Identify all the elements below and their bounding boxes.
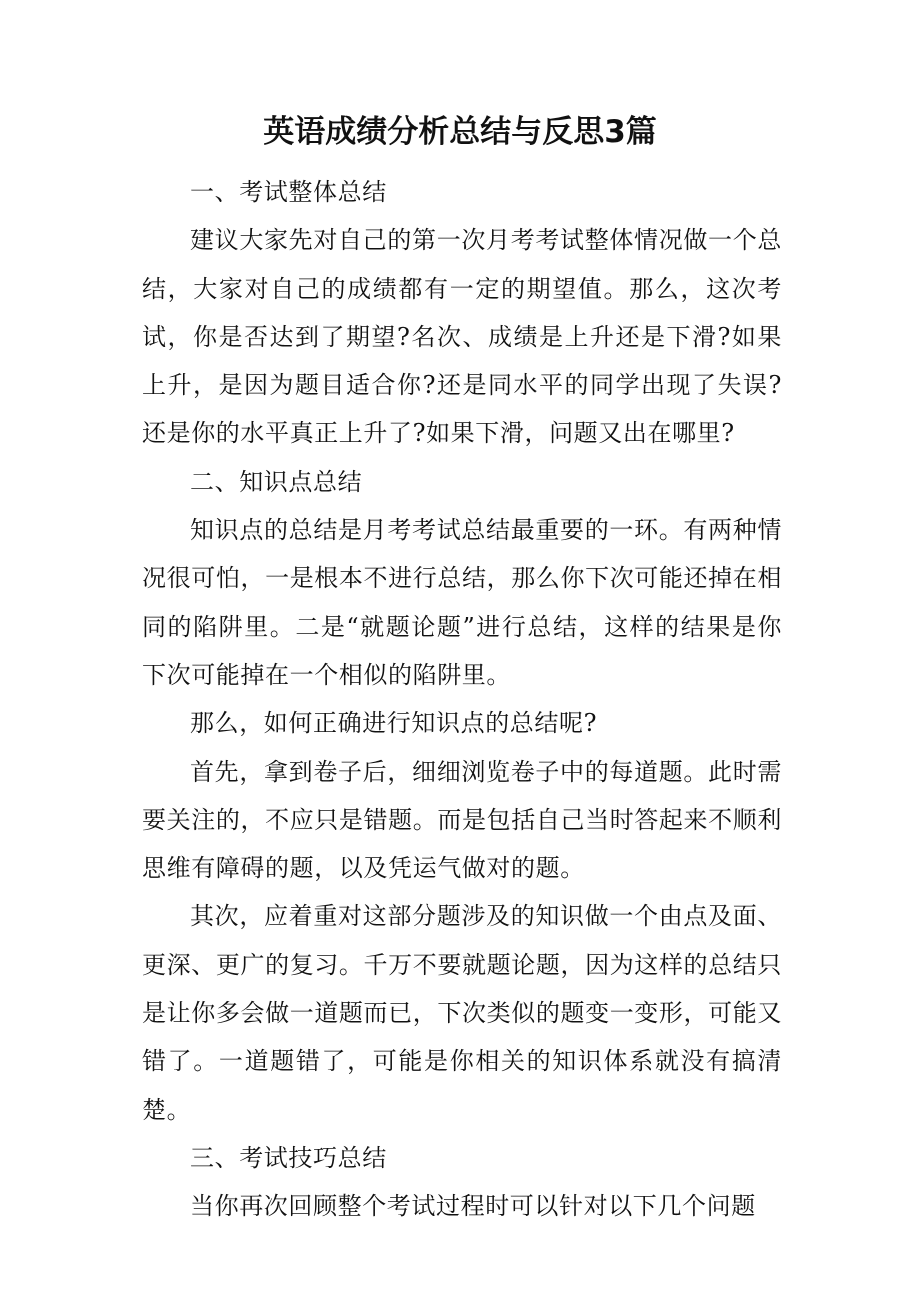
section-heading-exam-skills: 三、考试技巧总结 <box>190 1143 387 1172</box>
document-title: 英语成绩分析总结与反思3篇 <box>263 114 657 150</box>
paragraph-first-step: 首先，拿到卷子后，细细浏览卷子中的每道题。此时需要关注的，不应只是错题。而是包括自己当时答起来不顺利思维有障碍的题，以及凭运气做对的题。 <box>142 757 782 883</box>
paragraph-overall-summary: 建议大家先对自己的第一次月考考试整体情况做一个总结，大家对自己的成绩都有一定的期望值。那么，这次考试，你是否达到了期望?名次、成绩是上升还是下滑?如果上升，是因为题目适合你?还是同水平的同学出现了失误?还是你的水平真正上升了?如果下滑，问题又出在哪里? <box>142 226 782 448</box>
section-heading-knowledge-summary: 二、知识点总结 <box>190 467 363 496</box>
paragraph-second-step: 其次，应着重对这部分题涉及的知识做一个由点及面、更深、更广的复习。千万不要就题论题，因为这样的总结只是让你多会做一道题而已，下次类似的题变一变形，可能又错了。一道题错了，可能是你相关的知识体系就没有搞清楚。 <box>142 902 782 1124</box>
document-body <box>142 168 782 1231</box>
paragraph-exam-skills: 当你再次回顾整个考试过程时可以针对以下几个问题 <box>190 1192 756 1221</box>
section-heading-overall-summary: 一、考试整体总结 <box>190 178 387 206</box>
paragraph-knowledge-summary: 知识点的总结是月考考试总结最重要的一环。有两种情况很可怕，一是根本不进行总结，那么你下次可能还掉在相同的陷阱里。二是“就题论题”进行总结，这样的结果是你下次可能掉在一个相似的陷阱里。 <box>142 516 782 689</box>
paragraph-question: 那么，如何正确进行知识点的总结呢? <box>190 709 598 738</box>
